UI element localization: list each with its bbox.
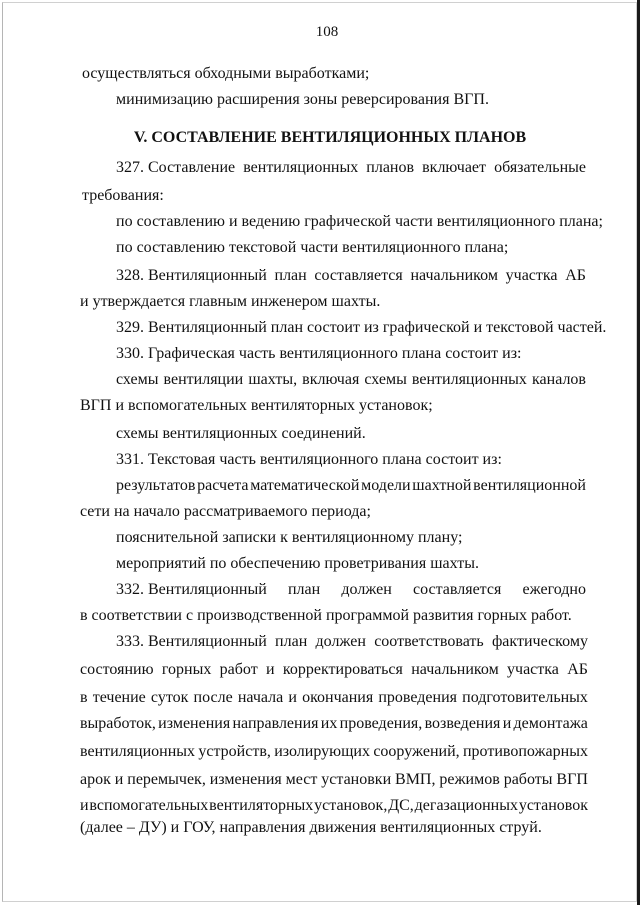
section-heading: V. СОСТАВЛЕНИЕ ВЕНТИЛЯЦИОННЫХ ПЛАНОВ: [133, 129, 527, 146]
word: ВГП: [556, 771, 588, 788]
word: соответствовать: [374, 633, 484, 650]
word: противопожарных: [462, 743, 588, 760]
list-item: минимизацию расширения зоны реверсирования ВГП.: [116, 91, 489, 108]
text-line: и утверждается главным инженером шахты.: [80, 293, 381, 310]
word: и: [288, 689, 297, 706]
word: изолирующих: [274, 743, 370, 760]
word: проведения,: [339, 715, 423, 732]
text-line: сети на начало рассматриваемого периода;: [80, 503, 371, 520]
word: установок,: [314, 797, 388, 814]
list-item: схемы вентиляционных соединений.: [116, 425, 366, 442]
word: 333. Вентиляционный: [116, 633, 267, 650]
word: вентиляции: [163, 371, 244, 388]
paragraph-333-line: [80, 742, 588, 762]
word: и: [502, 715, 512, 732]
paragraph-333-line: [80, 796, 588, 816]
word: подготовительных: [462, 689, 588, 706]
paragraph-332-line-1: [116, 580, 586, 600]
word: фактическому: [491, 633, 588, 650]
word: направления: [232, 715, 319, 732]
text-line: требования:: [82, 187, 164, 204]
word: обязательные: [494, 159, 586, 176]
word: должен: [341, 581, 392, 598]
word: вентиляционных: [411, 371, 527, 388]
word: включая: [302, 371, 360, 388]
word: мест: [285, 771, 318, 788]
word: суток: [150, 689, 189, 706]
word: выработок,: [80, 715, 156, 732]
word: вентиляционной: [473, 477, 586, 494]
word: расчета: [197, 477, 249, 494]
word: ежегодно: [522, 581, 586, 598]
word: изменения: [158, 715, 231, 732]
paragraph-333-line: [80, 714, 588, 734]
word: сооружений,: [373, 743, 460, 760]
paragraph-333-line: [80, 688, 588, 708]
paragraph-333-line: [80, 770, 588, 790]
word: изменения: [209, 771, 282, 788]
list-item: по составлению текстовой части вентиляционного плана;: [116, 239, 509, 256]
word: вентиляторных: [209, 797, 314, 814]
word: план: [274, 267, 307, 284]
word: демонтажа: [513, 715, 588, 732]
list-item: мероприятий по обеспечению проветривания шахты.: [116, 555, 479, 572]
word: ВМП,: [395, 771, 436, 788]
word: должен: [315, 633, 366, 650]
word: начальником: [411, 661, 499, 678]
word: план: [287, 581, 321, 598]
word: в: [80, 689, 88, 706]
word: участка: [505, 267, 558, 284]
word: арок: [80, 771, 111, 788]
word: корректироваться: [282, 661, 403, 678]
word: математической: [250, 477, 360, 494]
paragraph-329: 329. Вентиляционный план состоит из графической и текстовой частей.: [116, 319, 607, 336]
word: вентиляционных: [243, 159, 359, 176]
paragraph-328-line-1: [116, 266, 586, 286]
word: перемычек,: [127, 771, 206, 788]
word: работ: [219, 661, 258, 678]
word: горных: [161, 661, 212, 678]
text-line: в соответствии с производственной программой развития горных работ.: [80, 607, 572, 624]
list-item: пояснительной записки к вентиляционному плану;: [116, 529, 463, 546]
word: проведения: [378, 689, 457, 706]
word: схемы: [364, 371, 407, 388]
word: установок: [518, 797, 588, 814]
word: работы: [503, 771, 553, 788]
word: дегазационных: [414, 797, 518, 814]
word: 332. Вентиляционный: [116, 581, 267, 598]
word: и: [80, 797, 89, 814]
word: вспомогательных: [89, 797, 209, 814]
word: 327. Составление: [116, 159, 236, 176]
word: шахты,: [248, 371, 298, 388]
paragraph-333-line: [116, 632, 588, 652]
word: каналов: [532, 371, 586, 388]
word: состоянию: [80, 661, 154, 678]
word: участка: [507, 661, 559, 678]
word: устройств,: [198, 743, 271, 760]
word: составляется: [413, 581, 502, 598]
text-line: (далее – ДУ) и ГОУ, направления движения вентиляционных струй.: [80, 819, 542, 836]
paragraph-331: 331. Текстовая часть вентиляционного плана состоит из:: [116, 451, 502, 468]
word: возведения: [424, 715, 501, 732]
paragraph-333-line: [80, 660, 588, 680]
word: начальником: [410, 267, 498, 284]
word: АБ: [565, 267, 586, 284]
word: шахтной: [412, 477, 472, 494]
word: модели: [361, 477, 411, 494]
word: течение: [92, 689, 146, 706]
word: АБ: [567, 661, 588, 678]
word: план: [275, 633, 308, 650]
list-item: по составлению и ведению графической части вентиляционного плана;: [116, 213, 603, 230]
word: включает: [422, 159, 487, 176]
word: начала: [237, 689, 284, 706]
word: ДС,: [388, 797, 414, 814]
word: схемы: [116, 371, 159, 388]
word: вентиляционных: [80, 743, 196, 760]
page-number: 108: [315, 24, 339, 40]
paragraph-330: 330. Графическая часть вентиляционного плана состоит из:: [116, 345, 522, 362]
text-line: осуществляться обходными выработками;: [82, 65, 370, 82]
paragraph-327-line-1: [116, 158, 586, 178]
word: после: [193, 689, 233, 706]
word: результатов: [116, 477, 196, 494]
word: и: [114, 771, 124, 788]
word: планов: [366, 159, 415, 176]
word: составляется: [314, 267, 403, 284]
word: установки: [321, 771, 392, 788]
paragraph-330-item-1: [116, 370, 586, 390]
word: их: [320, 715, 338, 732]
word: режимов: [439, 771, 500, 788]
paragraph-331-item-1: [116, 476, 586, 496]
word: и: [266, 661, 275, 678]
word: 328. Вентиляционный: [116, 267, 267, 284]
text-line: ВГП и вспомогательных вентиляторных установок;: [80, 397, 433, 414]
word: окончания: [302, 689, 374, 706]
